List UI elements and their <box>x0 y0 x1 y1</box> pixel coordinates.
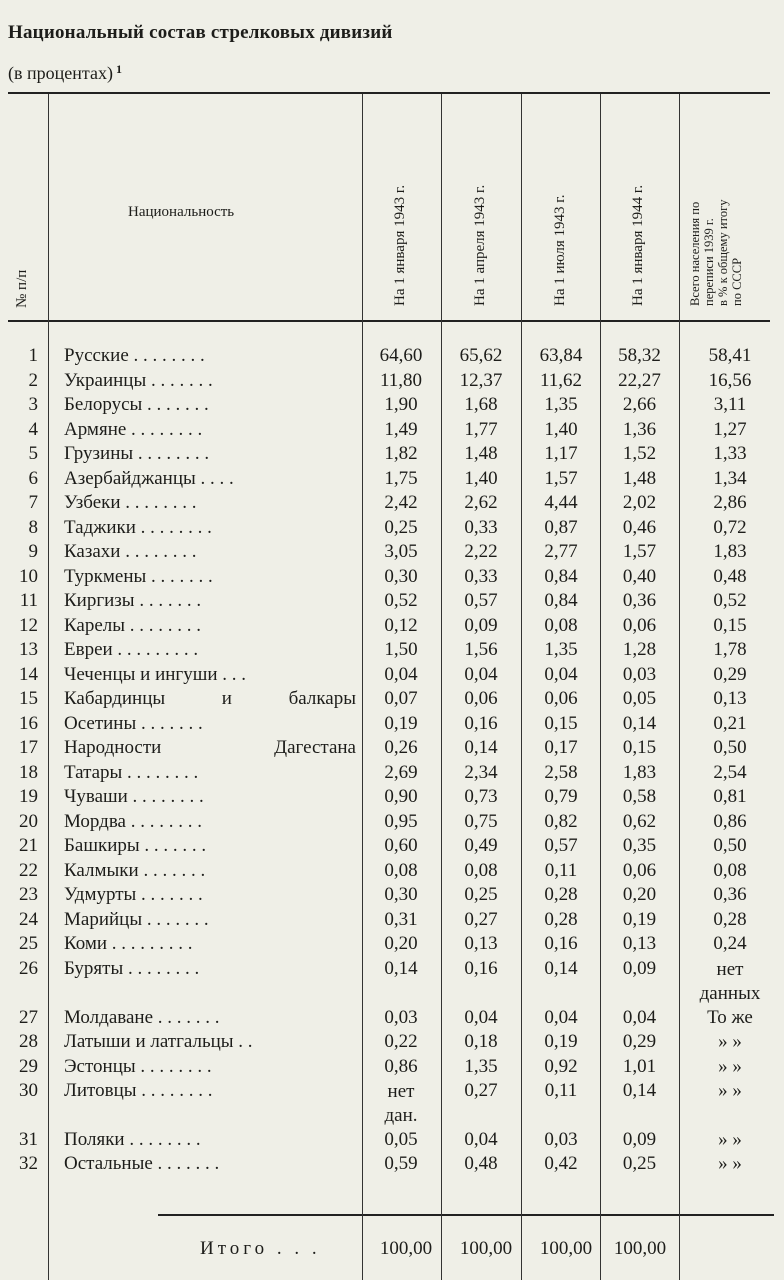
nationality-name: Украинцы . . . . . . . <box>64 370 213 391</box>
total-top-rule <box>158 1214 774 1216</box>
row-number: 29 <box>19 1056 38 1077</box>
row-number: 31 <box>19 1129 38 1150</box>
row-number: 12 <box>19 615 38 636</box>
table-row <box>0 1056 784 1080</box>
row-number: 27 <box>19 1007 38 1028</box>
table-row <box>0 639 784 663</box>
cell-value: 0,92 <box>544 1056 578 1077</box>
cell-value: 0,95 <box>384 811 418 832</box>
cell-value: 1,17 <box>544 443 578 464</box>
nationality-name: Удмурты . . . . . . . <box>64 884 203 905</box>
cell-value-line: нет <box>716 959 744 980</box>
cell-value: 0,04 <box>544 1007 578 1028</box>
cell-value: 1,75 <box>384 468 418 489</box>
cell-value: 0,60 <box>384 835 418 856</box>
nationality-name: Татары . . . . . . . . <box>64 762 199 783</box>
cell-value: 1,50 <box>384 639 418 660</box>
cell-value: 0,08 <box>464 860 498 881</box>
table-row <box>0 811 784 835</box>
cell-value: 0,72 <box>713 517 747 538</box>
nationality-name: Эстонцы . . . . . . . . <box>64 1056 212 1077</box>
row-number: 20 <box>19 811 38 832</box>
header-census-line: Всего населения по <box>688 201 702 306</box>
row-number: 7 <box>28 492 38 513</box>
nationality-name <box>64 737 356 759</box>
nationality-name: Туркмены . . . . . . . <box>64 566 213 587</box>
table-row <box>0 688 784 712</box>
footnote-marker: 1 <box>115 62 122 76</box>
cell-value: 16,56 <box>708 370 752 391</box>
cell-value: 0,14 <box>622 713 657 734</box>
cell-value: 0,04 <box>384 664 418 685</box>
cell-value: 0,12 <box>384 615 418 636</box>
cell-value: 0,75 <box>464 811 498 832</box>
cell-value: 0,13 <box>464 933 498 954</box>
cell-value: 0,25 <box>464 884 498 905</box>
cell-value: » » <box>718 1153 742 1174</box>
cell-value: 0,82 <box>544 811 578 832</box>
row-number: 15 <box>19 688 38 709</box>
cell-value: 58,41 <box>708 345 752 366</box>
cell-value: 0,06 <box>622 860 657 881</box>
cell-value: 58,32 <box>618 345 661 366</box>
cell-value: 1,68 <box>464 394 498 415</box>
cell-value: 0,26 <box>384 737 418 758</box>
cell-value: 0,50 <box>713 737 747 758</box>
cell-value: 0,86 <box>713 811 747 832</box>
cell-value: 0,35 <box>622 835 657 856</box>
cell-value: 1,90 <box>384 394 418 415</box>
cell-value: 2,42 <box>384 492 418 513</box>
cell-value: 0,57 <box>544 835 578 856</box>
cell-value: 0,16 <box>544 933 578 954</box>
table-row <box>0 713 784 737</box>
cell-value: 0,14 <box>544 958 578 979</box>
cell-value: 0,19 <box>544 1031 578 1052</box>
nationality-name: Чеченцы и ингуши . . . <box>64 664 246 685</box>
row-number: 3 <box>28 394 38 415</box>
cell-value: 0,25 <box>384 517 418 538</box>
table-row <box>0 370 784 394</box>
cell-value: 0,09 <box>622 958 657 979</box>
cell-value: 0,04 <box>464 1129 498 1150</box>
cell-value: 0,90 <box>384 786 418 807</box>
header-nationality: Национальность <box>128 204 235 220</box>
row-number: 5 <box>28 443 38 464</box>
cell-value: 0,20 <box>622 884 657 905</box>
nationality-name: Грузины . . . . . . . . <box>64 443 210 464</box>
cell-value: 1,77 <box>464 419 498 440</box>
nationality-name: Марийцы . . . . . . . <box>64 909 209 930</box>
cell-value: То же <box>707 1007 753 1028</box>
cell-value: 0,11 <box>544 860 578 881</box>
cell-value: 0,73 <box>464 786 498 807</box>
nationality-name: Казахи . . . . . . . . <box>64 541 197 562</box>
cell-value: 1,34 <box>713 468 747 489</box>
row-number: 16 <box>19 713 38 734</box>
nationality-word: балкары <box>288 688 356 709</box>
table-row <box>0 419 784 443</box>
cell-value: 0,13 <box>622 933 657 954</box>
cell-value: 0,19 <box>384 713 418 734</box>
nationality-name: Евреи . . . . . . . . . <box>64 639 199 660</box>
cell-value: 0,59 <box>384 1153 418 1174</box>
total-value: 100,00 <box>613 1238 667 1259</box>
cell-value: 0,28 <box>544 884 578 905</box>
cell-value: 1,57 <box>622 541 657 562</box>
row-number: 2 <box>28 370 38 391</box>
cell-value: 0,52 <box>713 590 747 611</box>
cell-value: 0,08 <box>544 615 578 636</box>
table-row <box>0 884 784 908</box>
cell-value: 1,40 <box>544 419 578 440</box>
header-census-1939 <box>688 200 744 306</box>
nationality-name: Молдаване . . . . . . . <box>64 1007 220 1028</box>
cell-value: 1,36 <box>622 419 657 440</box>
total-value: 100,00 <box>379 1238 433 1259</box>
cell-value: 1,48 <box>464 443 498 464</box>
cell-value: 0,48 <box>464 1153 498 1174</box>
cell-value: 0,36 <box>622 590 657 611</box>
cell-value: 0,04 <box>464 1007 498 1028</box>
row-number: 18 <box>19 762 38 783</box>
cell-value: 0,57 <box>464 590 498 611</box>
nationality-word: Кабардинцы <box>64 688 166 709</box>
nationality-name: Азербайджанцы . . . . <box>64 468 234 489</box>
cell-value: 2,62 <box>464 492 498 513</box>
row-number: 32 <box>19 1153 38 1174</box>
row-number: 14 <box>19 664 38 685</box>
cell-value: 0,46 <box>622 517 657 538</box>
cell-value: 0,03 <box>384 1007 418 1028</box>
table-subtitle <box>8 62 122 84</box>
table-row <box>0 566 784 590</box>
table-row <box>0 958 784 1004</box>
cell-value: 0,24 <box>713 933 747 954</box>
cell-value: 1,49 <box>384 419 418 440</box>
row-number: 4 <box>28 419 38 440</box>
cell-value: 0,05 <box>622 688 657 709</box>
header-census-line: по СССР <box>730 257 744 306</box>
table-title: Национальный состав стрелковых дивизий <box>8 22 393 43</box>
nationality-name: Карелы . . . . . . . . <box>64 615 202 636</box>
cell-value: 0,15 <box>544 713 578 734</box>
nationality-name: Литовцы . . . . . . . . <box>64 1080 213 1101</box>
cell-value: 2,54 <box>713 762 747 783</box>
cell-value: 3,11 <box>713 394 747 415</box>
cell-value: 0,84 <box>544 566 578 587</box>
nationality-name: Таджики . . . . . . . . <box>64 517 212 538</box>
cell-value: 1,48 <box>622 468 657 489</box>
cell-value: 11,80 <box>379 370 423 391</box>
row-number: 8 <box>28 517 38 538</box>
nationality-name: Белорусы . . . . . . . <box>64 394 209 415</box>
cell-value: 1,27 <box>713 419 747 440</box>
cell-value: 0,09 <box>464 615 498 636</box>
cell-value: 0,28 <box>544 909 578 930</box>
table-row <box>0 517 784 541</box>
cell-value: 0,03 <box>544 1129 578 1150</box>
table-row <box>0 394 784 418</box>
table-row <box>0 615 784 639</box>
header-bottom-rule <box>8 320 770 322</box>
cell-value: 2,34 <box>464 762 498 783</box>
cell-value: 0,62 <box>622 811 657 832</box>
cell-value-line: нет <box>387 1081 415 1102</box>
total-value: 100,00 <box>459 1238 513 1259</box>
cell-value: 0,36 <box>713 884 747 905</box>
cell-value: 0,08 <box>713 860 747 881</box>
cell-value: 2,66 <box>622 394 657 415</box>
cell-value: 1,33 <box>713 443 747 464</box>
row-number: 19 <box>19 786 38 807</box>
cell-value: 0,20 <box>384 933 418 954</box>
cell-value: 0,31 <box>384 909 418 930</box>
table-row <box>0 737 784 761</box>
cell-value: 0,81 <box>713 786 747 807</box>
header-jul-1943: На 1 июля 1943 г. <box>552 194 568 306</box>
cell-value: 0,22 <box>384 1031 418 1052</box>
cell-value: 0,21 <box>713 713 747 734</box>
cell-value: 12,37 <box>459 370 503 391</box>
cell-value: 0,13 <box>713 688 747 709</box>
nationality-word: Дагестана <box>274 737 356 758</box>
table-row <box>0 786 784 810</box>
nationality-name: Мордва . . . . . . . . <box>64 811 202 832</box>
nationality-name: Остальные . . . . . . . <box>64 1153 220 1174</box>
cell-value: 0,04 <box>622 1007 657 1028</box>
nationality-name: Киргизы . . . . . . . <box>64 590 202 611</box>
table-row <box>0 933 784 957</box>
cell-value: 2,58 <box>544 762 578 783</box>
nationality-name <box>64 688 356 710</box>
cell-value: 64,60 <box>379 345 423 366</box>
cell-value: 1,57 <box>544 468 578 489</box>
cell-value: 0,19 <box>622 909 657 930</box>
cell-value: 1,40 <box>464 468 498 489</box>
cell-value: 0,06 <box>544 688 578 709</box>
header-top-rule <box>8 92 770 94</box>
cell-value: 0,06 <box>622 615 657 636</box>
cell-value: 0,27 <box>464 909 498 930</box>
cell-value: 0,05 <box>384 1129 418 1150</box>
cell-value: 2,86 <box>713 492 747 513</box>
cell-value: 0,25 <box>622 1153 657 1174</box>
header-census-line: в % к общему итогу <box>716 199 730 306</box>
header-apr-1943: На 1 апреля 1943 г. <box>472 184 488 306</box>
cell-value: 1,28 <box>622 639 657 660</box>
cell-value: 0,48 <box>713 566 747 587</box>
row-number: 28 <box>19 1031 38 1052</box>
row-number: 6 <box>28 468 38 489</box>
cell-value: 65,62 <box>459 345 503 366</box>
cell-value: 0,04 <box>544 664 578 685</box>
cell-value: 0,07 <box>384 688 418 709</box>
cell-value-line: данных <box>699 983 761 1004</box>
table-row <box>0 443 784 467</box>
cell-value: 0,27 <box>464 1080 498 1101</box>
row-number: 11 <box>19 590 38 611</box>
table-row <box>0 835 784 859</box>
row-number: 1 <box>28 345 38 366</box>
header-jan-1944: На 1 января 1944 г. <box>630 184 646 306</box>
table-row <box>0 1129 784 1153</box>
cell-value: 2,02 <box>622 492 657 513</box>
cell-value: 0,33 <box>464 517 498 538</box>
cell-value: 0,52 <box>384 590 418 611</box>
cell-value: 3,05 <box>384 541 418 562</box>
cell-value: » » <box>718 1056 742 1077</box>
cell-value: 1,35 <box>464 1056 498 1077</box>
cell-value: 0,14 <box>622 1080 657 1101</box>
cell-value: 11,62 <box>539 370 583 391</box>
cell-value: 0,08 <box>384 860 418 881</box>
cell-value <box>680 958 780 1006</box>
header-census-line: переписи 1939 г. <box>702 218 716 306</box>
cell-value: 0,16 <box>464 713 498 734</box>
cell-value: 0,42 <box>544 1153 578 1174</box>
cell-value: » » <box>718 1080 742 1101</box>
table-row <box>0 909 784 933</box>
cell-value: 1,82 <box>384 443 418 464</box>
cell-value <box>363 1080 439 1128</box>
cell-value: 1,01 <box>622 1056 657 1077</box>
cell-value: 0,58 <box>622 786 657 807</box>
table-row <box>0 762 784 786</box>
row-number: 30 <box>19 1080 38 1101</box>
table-row <box>0 860 784 884</box>
cell-value: 1,83 <box>622 762 657 783</box>
nationality-name: Башкиры . . . . . . . <box>64 835 207 856</box>
header-number: № п/п <box>14 269 30 308</box>
row-number: 17 <box>19 737 38 758</box>
nationality-name: Коми . . . . . . . . . <box>64 933 193 954</box>
cell-value: 0,09 <box>622 1129 657 1150</box>
row-number: 26 <box>19 958 38 979</box>
row-number: 22 <box>19 860 38 881</box>
cell-value: 0,33 <box>464 566 498 587</box>
cell-value: 0,40 <box>622 566 657 587</box>
cell-value: 0,17 <box>544 737 578 758</box>
cell-value: 63,84 <box>539 345 583 366</box>
header-jan-1943: На 1 января 1943 г. <box>392 184 408 306</box>
cell-value: 0,28 <box>713 909 747 930</box>
table-row <box>0 492 784 516</box>
cell-value: 0,11 <box>544 1080 578 1101</box>
cell-value: 0,49 <box>464 835 498 856</box>
cell-value: 2,22 <box>464 541 498 562</box>
cell-value: 1,78 <box>713 639 747 660</box>
cell-value: 0,30 <box>384 884 418 905</box>
cell-value: 0,14 <box>464 737 498 758</box>
table-row <box>0 1080 784 1126</box>
table-row <box>0 1007 784 1031</box>
cell-value: » » <box>718 1031 742 1052</box>
cell-value: 0,06 <box>464 688 498 709</box>
table-row <box>0 1153 784 1177</box>
cell-value: 1,35 <box>544 394 578 415</box>
nationality-name: Осетины . . . . . . . <box>64 713 203 734</box>
cell-value: 0,86 <box>384 1056 418 1077</box>
row-number: 21 <box>19 835 38 856</box>
cell-value: 0,84 <box>544 590 578 611</box>
nationality-name: Армяне . . . . . . . . <box>64 419 203 440</box>
nationality-name: Узбеки . . . . . . . . <box>64 492 197 513</box>
nationality-name: Калмыки . . . . . . . <box>64 860 206 881</box>
cell-value: 1,83 <box>713 541 747 562</box>
nationality-word: и <box>221 688 232 709</box>
total-value: 100,00 <box>539 1238 593 1259</box>
nationality-word: Народности <box>64 737 162 758</box>
cell-value: 1,56 <box>464 639 498 660</box>
nationality-name: Латыши и латгальцы . . <box>64 1031 253 1052</box>
cell-value: 0,03 <box>622 664 657 685</box>
cell-value: 4,44 <box>544 492 578 513</box>
cell-value: 0,79 <box>544 786 578 807</box>
nationality-name: Поляки . . . . . . . . <box>64 1129 201 1150</box>
table-row <box>0 1031 784 1055</box>
cell-value: 0,15 <box>713 615 747 636</box>
cell-value: 0,29 <box>622 1031 657 1052</box>
cell-value: 0,30 <box>384 566 418 587</box>
table-row <box>0 345 784 369</box>
cell-value: 0,87 <box>544 517 578 538</box>
cell-value: » » <box>718 1129 742 1150</box>
units-note: (в процентах) <box>8 63 113 83</box>
row-number: 23 <box>19 884 38 905</box>
cell-value: 0,16 <box>464 958 498 979</box>
cell-value: 0,14 <box>384 958 418 979</box>
nationality-name: Чуваши . . . . . . . . <box>64 786 204 807</box>
cell-value: 0,29 <box>713 664 747 685</box>
row-number: 10 <box>19 566 38 587</box>
table-row <box>0 590 784 614</box>
table-row <box>0 468 784 492</box>
cell-value: 1,52 <box>622 443 657 464</box>
table-row <box>0 541 784 565</box>
nationality-name: Буряты . . . . . . . . <box>64 958 200 979</box>
cell-value-line: дан. <box>384 1105 418 1126</box>
cell-value: 2,69 <box>384 762 418 783</box>
total-label: Итого . . . <box>200 1238 321 1259</box>
cell-value: 22,27 <box>618 370 661 391</box>
row-number: 13 <box>19 639 38 660</box>
row-number: 25 <box>19 933 38 954</box>
nationality-name: Русские . . . . . . . . <box>64 345 205 366</box>
row-number: 24 <box>19 909 38 930</box>
cell-value: 0,50 <box>713 835 747 856</box>
cell-value: 0,04 <box>464 664 498 685</box>
cell-value: 2,77 <box>544 541 578 562</box>
cell-value: 1,35 <box>544 639 578 660</box>
cell-value: 0,15 <box>622 737 657 758</box>
table-row <box>0 664 784 688</box>
row-number: 9 <box>28 541 38 562</box>
cell-value: 0,18 <box>464 1031 498 1052</box>
